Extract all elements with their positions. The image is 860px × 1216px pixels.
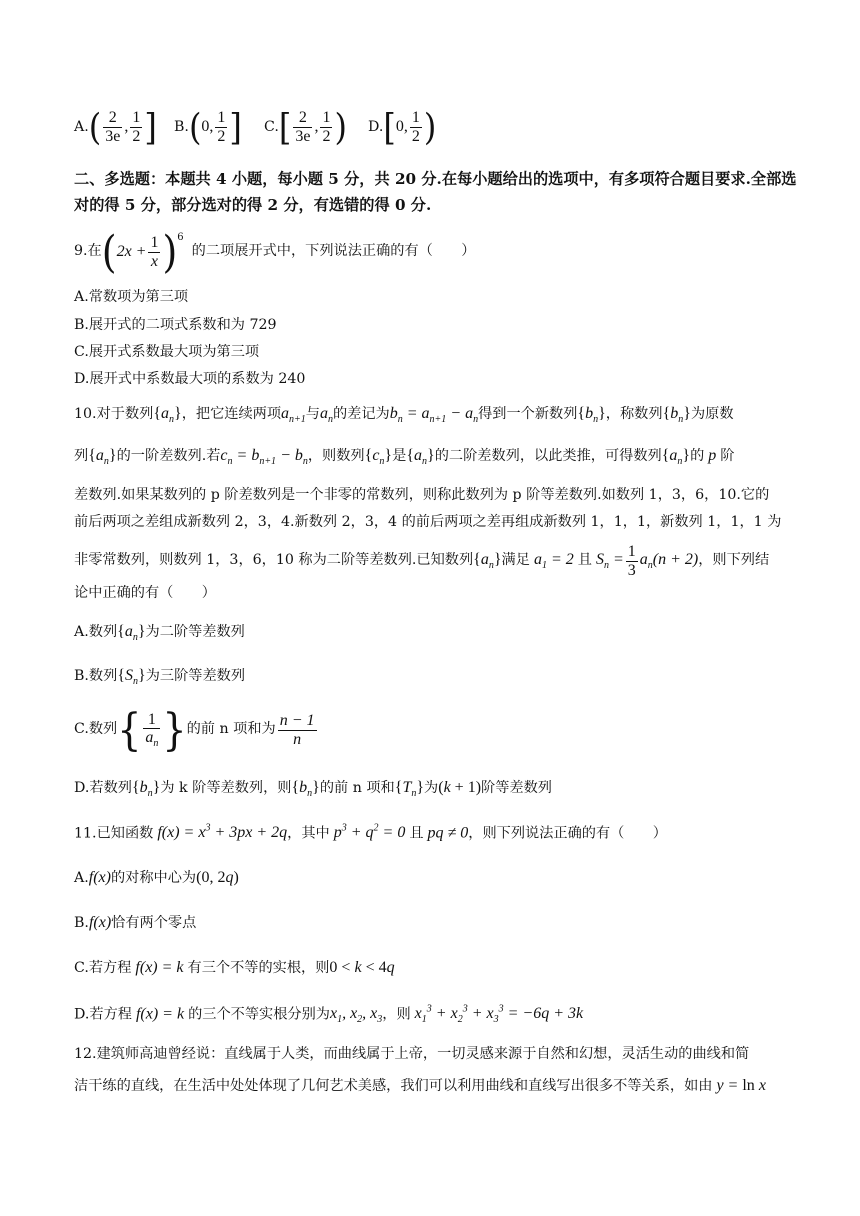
q9-option-c: C.展开式系数最大项为第三项 — [74, 344, 260, 360]
q10-line-1: 10.对于数列$\{a_n\}$，把它连续两项$a_{n+1}$与$a_n$的差记为$b_n = a_{n+1} - a_n$得到一个新数列$\{b_n\}$，称数列$\{b_n\}$为原数 — [74, 405, 734, 426]
q12-line-2: 洁干练的直线，在生活中处处体现了几何艺术美感，我们可以利用曲线和直线写出很多不等关系，如由 y = ln x — [74, 1077, 766, 1094]
q10-line-2: 列$\{a_n\}$的一阶差数列.若$c_n = b_{n+1} - b_n$，则数列$\{c_n\}$是$\{a_n\}$的二阶差数列，以此类推，可得数列$\{a_n\}$的 p 阶 — [74, 447, 735, 468]
q10-option-d: D.若数列$\{b_n\}$为 k 阶等差数列，则$\{b_n\}$的前 n 项和$\{T_n\}$为(k + 1)阶等差数列 — [74, 779, 552, 800]
q10-option-c: C.数列 { $\frac{1}{a_n}$ } 的前 n 项和为 $\frac{n - 1}{n}$ — [74, 704, 315, 756]
q10-line-4: 前后两项之差组成新数列 2，3，4.新数列 2，3，4 的前后两项之差再组成新数列 1，1，1，新数列 1，1，1 为 — [74, 514, 782, 530]
q10-line-3: 差数列.如果某数列的 p 阶差数列是一个非零的常数列，则称此数列为 p 阶等差数列.如数列 1，3，6，10.它的 — [74, 487, 770, 503]
q10-line-6: 论中正确的有（ ） — [74, 585, 216, 601]
q9-option-a: A.常数项为第三项 — [74, 289, 189, 305]
q8-option-d: D. [ 0, $\frac{1}{2}$ ) — [368, 105, 437, 149]
q9-option-d: D.展开式中系数最大项的系数为 240 — [74, 371, 306, 387]
q10-option-a: A.数列$\{a_n\}$为二阶等差数列 — [74, 623, 245, 644]
q11-stem: 11.已知函数 $f(x) = x^3 + 3px + 2q$，其中 $p^3 + q^2 = 0$ 且 pq ≠ 0，则下列说法正确的有（ ） — [74, 823, 667, 842]
q8-option-a: A. ( $\frac{2}{3e}$ , $\frac{1}{2}$ ] — [74, 105, 157, 149]
q9-option-b: B.展开式的二项式系数和为 729 — [74, 317, 277, 333]
q12-line-1: 12.建筑师高迪曾经说：直线属于人类，而曲线属于上帝，一切灵感来源于自然和幻想，灵活生动的曲线和简 — [74, 1046, 750, 1062]
section-2-title: 二、多选题：本题共 4 小题，每小题 5 分，共 20 分.在每小题给出的选项中，有多项符合题目要求.全部选对的得 5 分，部分选对的得 2 分，有选错的得 0 分. — [74, 170, 797, 215]
q8-option-b: B. ( 0, $\frac{1}{2}$ ] — [174, 105, 242, 149]
q11-option-b: B.f(x)恰有两个零点 — [74, 914, 197, 931]
q8-options — [74, 104, 834, 150]
q11-option-d: D.若方程 f(x) = k 的三个不等实根分别为$x_1$, $x_2$, $x_3$，则 $x_1^3 + x_2^3 + x_3^3 = -6q + 3k$ — [74, 1004, 584, 1026]
q10-option-b: B.数列$\{S_n\}$为三阶等差数列 — [74, 667, 246, 688]
q11-option-a: A.f(x)的对称中心为(0, 2q) — [74, 869, 239, 886]
q8-option-c: C. [ $\frac{2}{3e}$ , $\frac{1}{2}$ ) — [264, 105, 347, 149]
q9-stem: 9.在 ( 2x + $\frac{1}{x}$ ) $^6$ 的二项展开式中，下列说法正确的有（ ） — [74, 226, 476, 278]
q10-line-5: 非零常数列，则数列 1，3，6，10 称为二阶等差数列.已知数列 $\{a_n\}$ 满足 $a_1 = 2$ 且 $S_n$ = $\frac{1}{3}$ $a_n(n + 2)$ ，则下列结 — [74, 542, 770, 579]
q11-option-c: C.若方程 f(x) = k 有三个不等的实根，则0 < k < 4q — [74, 959, 395, 976]
